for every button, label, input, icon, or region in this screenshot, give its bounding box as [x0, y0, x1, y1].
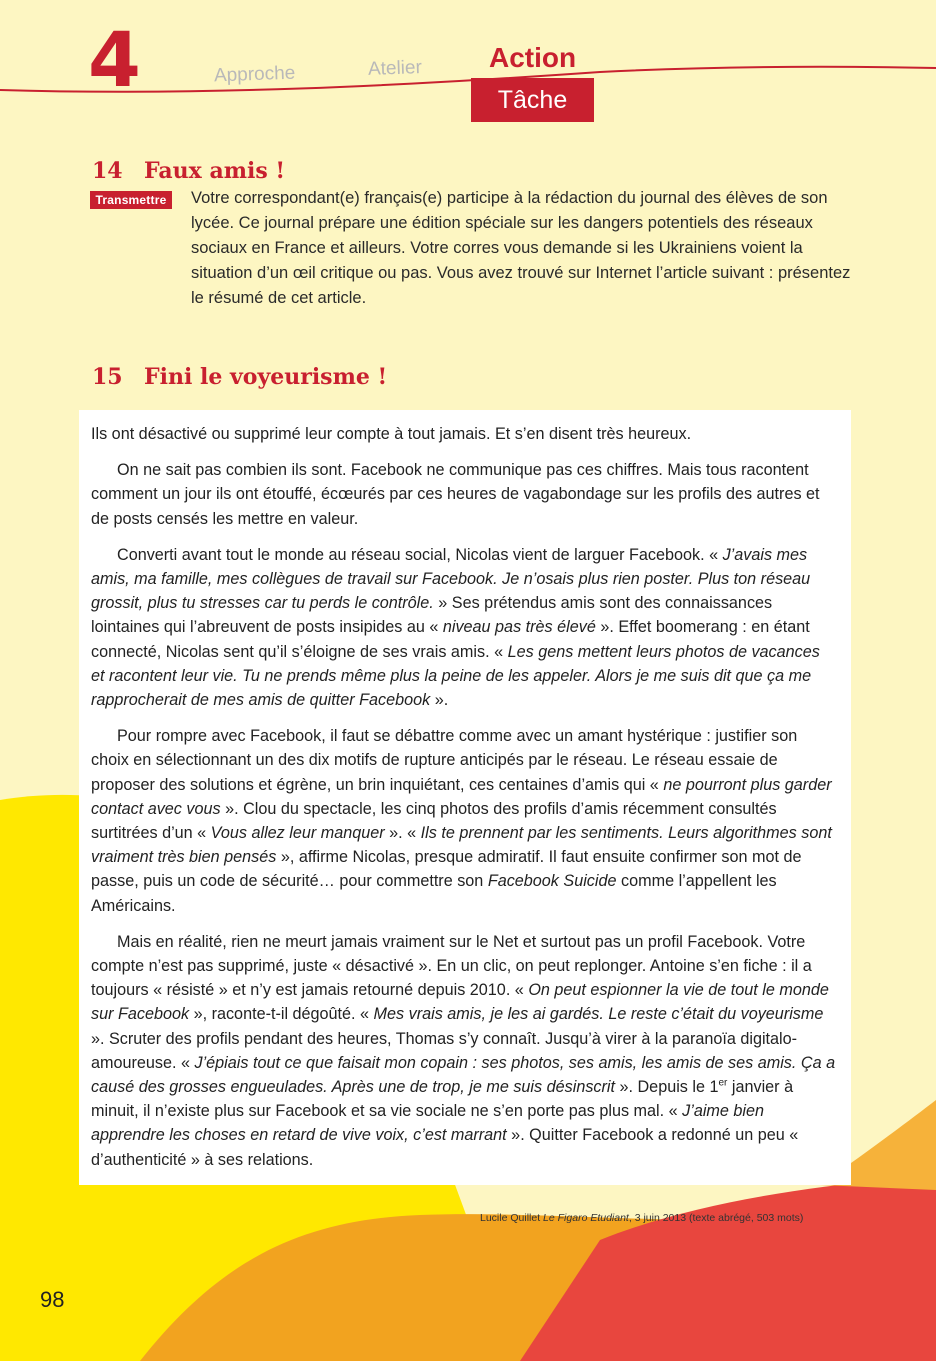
text-segment: ». Quitter Facebook a redonné un peu « d’authenticité » à ses relations.: [91, 1126, 799, 1169]
text-segment: ». Clou du spectacle, les cinq photos des profils d’amis récemment consultés surtitrées d’un «: [91, 799, 777, 843]
text-segment: ».: [430, 691, 449, 710]
exercise-15-heading: [92, 364, 387, 390]
text-segment: On ne sait pas combien ils sont. Facebook ne communique pas ces chiffres. Mais tous racontent comment un jour ils ont étouffé, écœurés par ces heures de vagabondage sur les profils des autres et de posts censés les mettre en valeur.: [91, 461, 820, 528]
article-paragraph: [91, 543, 837, 712]
quote-segment: J’aime bien apprendre les choses en retard de vive voix, c’est marrant: [91, 1102, 765, 1145]
tab-atelier[interactable]: Atelier: [367, 57, 423, 80]
text-segment: ». Scruter des profils pendant des heures, Thomas s’y connaît. Jusqu’à virer à la paranoïa digitalo-amoureuse. «: [91, 1029, 798, 1072]
exercise-number: 15: [92, 364, 123, 390]
text-segment: Ils ont désactivé ou supprimé leur compte à tout jamais. Et s’en disent très heureux.: [91, 425, 692, 443]
article-paragraph: [91, 458, 837, 531]
text-segment: », affirme Nicolas, presque admiratif. Il faut ensuite confirmer son mot de passe, puis un code de sécurité… pour commettre son: [91, 848, 802, 891]
subtab-tache[interactable]: Tâche: [471, 78, 594, 122]
text-segment: » Ses prétendus amis sont des connaissances lointaines qui l’abreuvent de posts insipides au «: [91, 594, 773, 637]
quote-segment: Vous allez leur manquer: [210, 824, 385, 843]
quote-segment: niveau pas très élevé: [442, 618, 596, 637]
text-segment: Converti avant tout le monde au réseau social, Nicolas vient de larguer Facebook. «: [117, 545, 723, 564]
quote-segment: J’avais mes amis, ma famille, mes collègues de travail sur Facebook. Je n’osais plus rien poster. Plus ton réseau grossit, plus tu stresses car tu perds le contrôle.: [91, 545, 811, 613]
article-paragraph: [91, 422, 837, 446]
tab-approche[interactable]: Approche: [213, 62, 296, 87]
text-segment: comme l’appellent les Américains.: [91, 872, 777, 915]
exercise-title: Fini le voyeurisme !: [144, 364, 388, 390]
text-segment: Pour rompre avec Facebook, il faut se débattre comme avec un amant hystérique : justifier son choix en sélectionnant un des dix motifs de rupture anticipés par le réseau. Le réseau essaie de proposer des solutions et égrène, un brin inquiétant, ces centaines d’amis qui «: [91, 727, 798, 794]
text-segment: ». Effet boomerang : en étant connecté, Nicolas sent qu’il s’éloigne de ses vrais amis. «: [91, 618, 810, 661]
text-segment: Mais en réalité, rien ne meurt jamais vraiment sur le Net et surtout pas un profil Facebook. Votre compte n’est pas supprimé, juste « désactivé ». En un clic, on peut replonger. Antoine s’en fiche : il a toujours « résisté » et n’y est jamais retourné depuis 2010. «: [91, 932, 812, 1000]
source-author: Lucile Quillet: [480, 1212, 541, 1224]
article-paragraph: [91, 724, 837, 918]
quote-segment: Les gens mettent leurs photos de vacances et racontent leur vie. Tu ne prends même plus la peine de les appeler. Alors je me suis dit que ça me rapprocherait de mes amis de quitter Facebook: [91, 642, 820, 710]
text-segment: ». «: [384, 824, 421, 843]
text-segment: janvier à minuit, il n’existe plus sur Facebook et sa vie sociale ne s’en porte pas plus mal. «: [91, 1078, 794, 1121]
unit-number: 4: [88, 15, 141, 104]
skill-tag: Transmettre: [90, 191, 172, 209]
quote-segment: Ils te prennent par les sentiments. Leurs algorithmes sont vraiment très bien pensés: [91, 824, 832, 867]
tab-action[interactable]: Action: [489, 42, 577, 73]
quote-segment: On peut espionner la vie de tout le monde sur Facebook: [91, 981, 829, 1024]
text-segment: ». Depuis le 1: [615, 1078, 719, 1097]
page-number: 98: [40, 1287, 65, 1312]
exercise-number: 14: [92, 158, 123, 184]
article-text: [79, 410, 851, 1185]
exercise-instructions: Votre correspondant(e) français(e) participe à la rédaction du journal des élèves de son lycée. Ce journal prépare une édition spéciale sur les dangers potentiels des réseaux sociaux en France et ailleurs. Votre corres vous demande si les Ukrainiens voient la situation d’un œil critique ou pas. Vous avez trouvé sur Internet l’article suivant : présentez le résumé de cet article.: [191, 189, 851, 307]
article-source: [480, 1212, 803, 1224]
quote-segment: Facebook Suicide: [487, 872, 617, 891]
source-publication: Le Figaro Etudiant: [543, 1212, 629, 1224]
quote-segment: ne pourront plus garder contact avec vous: [91, 775, 832, 818]
text-segment: er: [718, 1077, 728, 1089]
quote-segment: J’épiais tout ce que faisait mon copain : ses photos, ses amis, les amis de ses amis. Ça a causé des grosses engueulades. Après une de trop, je me suis désinscrit: [91, 1053, 836, 1097]
source-details: , 3 juin 2013 (texte abrégé, 503 mots): [628, 1212, 804, 1224]
article-paragraph: [91, 930, 837, 1172]
exercise-title: Faux amis !: [144, 158, 286, 184]
text-segment: », raconte-t-il dégoûté. «: [189, 1005, 374, 1024]
quote-segment: Mes vrais amis, je les ai gardés. Le reste c’était du voyeurisme: [373, 1005, 824, 1024]
exercise-14-heading: [92, 158, 285, 184]
